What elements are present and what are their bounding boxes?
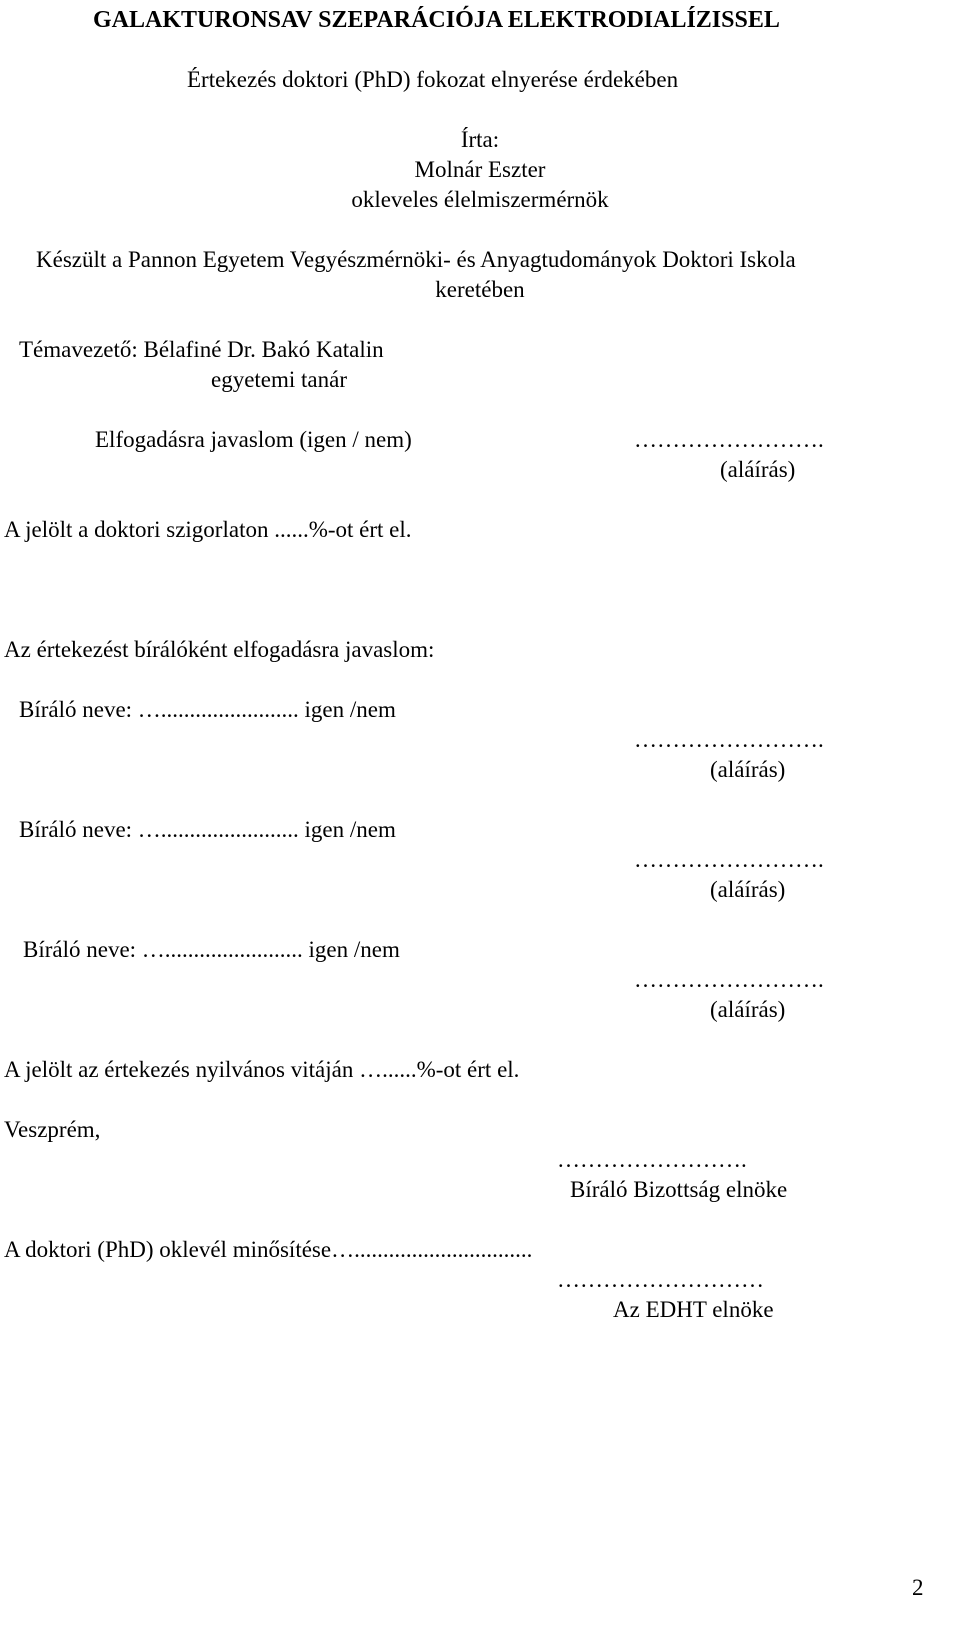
reviewers-intro: Az értekezést bírálóként elfogadásra javaslom:	[4, 637, 435, 662]
document-title: GALAKTURONSAV SZEPARÁCIÓJA ELEKTRODIALÍZISSEL	[93, 7, 780, 33]
author-label: Írta:	[460, 127, 500, 152]
author-degree: okleveles élelmiszermérnök	[351, 187, 609, 212]
institution-line2: keretében	[435, 277, 525, 302]
page-number: 2	[912, 1575, 924, 1600]
author-name: Molnár Eszter	[414, 157, 546, 182]
reviewer-signature-line: …………………….	[634, 847, 824, 872]
supervisor-line: Témavezető: Bélafiné Dr. Bakó Katalin	[19, 337, 384, 362]
reviewer-line: Bíráló neve: …........................ igen /nem	[23, 937, 400, 962]
reviewer-line: Bíráló neve: …........................ igen /nem	[19, 817, 396, 842]
recommendation-signature-label: (aláírás)	[720, 457, 796, 482]
place: Veszprém,	[4, 1117, 101, 1142]
reviewer-signature-label: (aláírás)	[710, 757, 786, 782]
institution-line1: Készült a Pannon Egyetem Vegyészmérnöki- és Anyagtudományok Doktori Iskola	[36, 247, 796, 272]
committee-signature-label: Bíráló Bizottság elnöke	[570, 1177, 788, 1202]
document-subtitle: Értekezés doktori (PhD) fokozat elnyerése érdekében	[187, 67, 679, 92]
recommendation-signature-line: …………………….	[634, 427, 824, 452]
reviewer-signature-label: (aláírás)	[710, 997, 786, 1022]
reviewer-signature-line: …………………….	[634, 967, 824, 992]
edht-signature-label: Az EDHT elnöke	[613, 1297, 774, 1322]
recommendation-text: Elfogadásra javaslom (igen / nem)	[95, 427, 412, 452]
qualification: A doktori (PhD) oklevél minősítése…...............................	[4, 1237, 533, 1262]
reviewer-line: Bíráló neve: …........................ igen /nem	[19, 697, 396, 722]
reviewer-signature-line: …………………….	[634, 727, 824, 752]
exam-result: A jelölt a doktori szigorlaton ......%-ot ért el.	[4, 517, 412, 542]
supervisor-position: egyetemi tanár	[211, 367, 348, 392]
reviewer-signature-label: (aláírás)	[710, 877, 786, 902]
public-defense-result: A jelölt az értekezés nyilvános vitáján …......%-ot ért el.	[4, 1057, 520, 1082]
committee-signature-line: …………………….	[557, 1147, 747, 1172]
edht-signature-line: ………………………	[557, 1267, 764, 1292]
